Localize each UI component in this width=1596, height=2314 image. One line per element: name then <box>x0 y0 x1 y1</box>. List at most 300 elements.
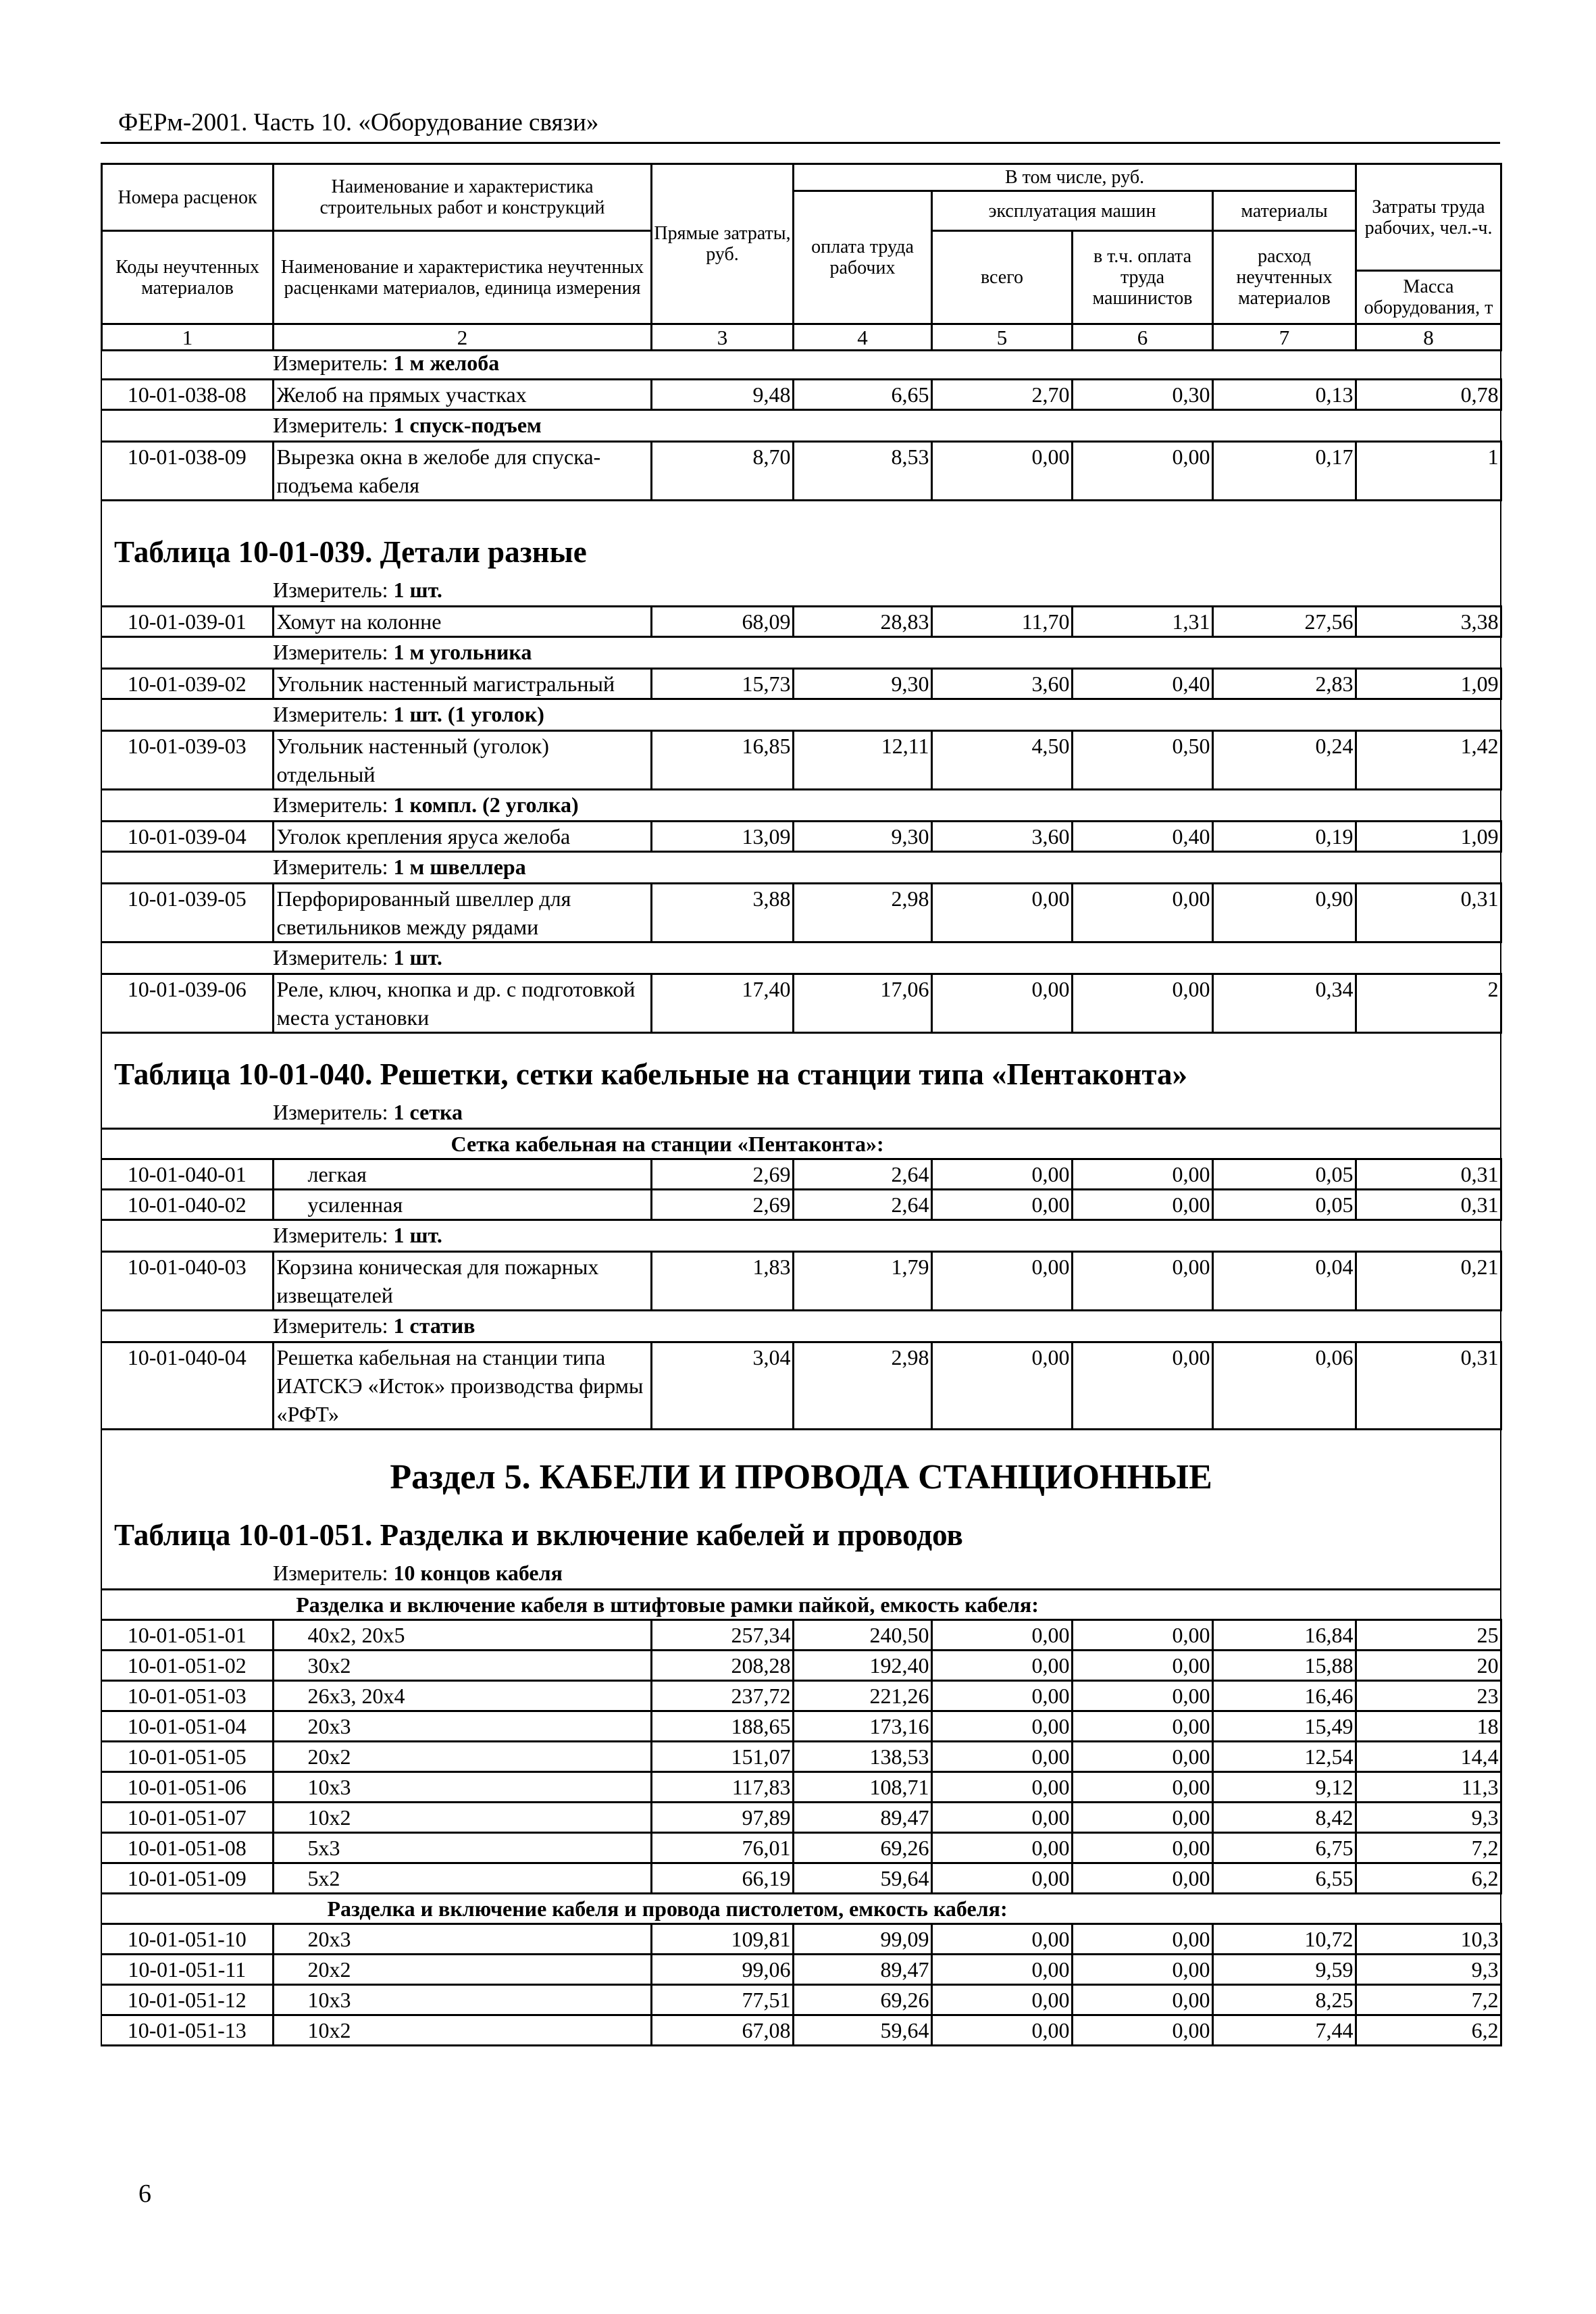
measure-row <box>101 1311 1501 1342</box>
labor-pay: 138,53 <box>793 1742 931 1772</box>
machines-total: 0,00 <box>931 1190 1072 1220</box>
measure-unit <box>273 790 1501 822</box>
work-name: 26x3, 20x4 <box>273 1681 651 1711</box>
labor-cost: 7,2 <box>1356 1985 1501 2015</box>
table-row <box>101 974 1501 1033</box>
work-name: Вырезка окна в желобе для спуска-подъема кабеля <box>273 442 651 501</box>
header-labor-pay: оплата труда рабочих <box>794 191 932 324</box>
table-row <box>101 607 1501 637</box>
materials: 0,19 <box>1212 822 1356 852</box>
measure-value: 10 концов кабеля <box>393 1561 563 1585</box>
direct-costs: 151,07 <box>651 1742 793 1772</box>
table-row <box>101 1955 1501 1985</box>
labor-pay: 99,09 <box>793 1924 931 1955</box>
measure-row <box>101 1559 1501 1590</box>
materials: 0,24 <box>1212 731 1356 790</box>
machines-labor: 0,00 <box>1072 1190 1212 1220</box>
materials: 10,72 <box>1212 1924 1356 1955</box>
labor-pay: 2,98 <box>793 1342 931 1430</box>
work-name: 10x3 <box>273 1772 651 1803</box>
title-row <box>101 1505 1501 1559</box>
measure-unit <box>273 852 1501 884</box>
header-machines: эксплуатация машин <box>932 191 1213 231</box>
work-name: Хомут на колонне <box>273 607 651 637</box>
measure-spacer <box>101 576 273 607</box>
header-rate-numbers: Номера расценок <box>102 164 274 231</box>
work-name: Корзина коническая для пожарных извещателей <box>273 1252 651 1311</box>
header-machines-total: всего <box>932 231 1073 324</box>
table-row <box>101 2015 1501 2046</box>
machines-labor: 0,00 <box>1072 1711 1212 1742</box>
machines-total: 0,00 <box>931 1711 1072 1742</box>
measure-value: 1 м желоба <box>393 351 500 375</box>
column-number: 2 <box>274 324 652 351</box>
measure-spacer <box>101 942 273 974</box>
machines-total: 0,00 <box>931 2015 1072 2046</box>
measure-label: Измеритель: <box>273 702 394 726</box>
materials: 8,42 <box>1212 1803 1356 1833</box>
work-name: Перфорированный швеллер для светильников между рядами <box>273 884 651 942</box>
labor-pay: 89,47 <box>793 1803 931 1833</box>
measure-row <box>101 576 1501 607</box>
column-number: 6 <box>1073 324 1213 351</box>
materials: 0,05 <box>1212 1159 1356 1190</box>
work-name: 20x2 <box>273 1955 651 1985</box>
measure-row <box>101 1220 1501 1252</box>
rate-code: 10-01-040-04 <box>101 1342 273 1430</box>
rate-code: 10-01-051-04 <box>101 1711 273 1742</box>
table-row <box>101 1985 1501 2015</box>
materials: 16,46 <box>1212 1681 1356 1711</box>
measure-value: 1 компл. (2 уголка) <box>393 793 579 817</box>
table-row <box>101 1711 1501 1742</box>
direct-costs: 1,83 <box>651 1252 793 1311</box>
machines-labor: 0,00 <box>1072 1159 1212 1190</box>
materials: 2,83 <box>1212 669 1356 699</box>
rate-code: 10-01-051-05 <box>101 1742 273 1772</box>
rate-code: 10-01-040-03 <box>101 1252 273 1311</box>
measure-value: 1 шт. <box>393 1223 442 1247</box>
machines-labor: 0,40 <box>1072 822 1212 852</box>
rate-code: 10-01-051-08 <box>101 1833 273 1863</box>
work-name: 10x3 <box>273 1985 651 2015</box>
measure-spacer <box>101 699 273 731</box>
measure-row <box>101 852 1501 884</box>
table-row <box>101 1833 1501 1863</box>
materials: 0,04 <box>1212 1252 1356 1311</box>
direct-costs: 208,28 <box>651 1651 793 1681</box>
measure-label: Измеритель: <box>273 413 394 437</box>
column-number: 4 <box>794 324 932 351</box>
measure-label: Измеритель: <box>273 945 394 970</box>
table-row <box>101 1620 1501 1651</box>
materials: 7,44 <box>1212 2015 1356 2046</box>
work-name: 20x3 <box>273 1711 651 1742</box>
materials: 27,56 <box>1212 607 1356 637</box>
measure-unit <box>273 699 1501 731</box>
machines-total: 2,70 <box>931 380 1072 410</box>
machines-total: 3,60 <box>931 822 1072 852</box>
sub-row <box>101 1590 1501 1620</box>
machines-labor: 0,00 <box>1072 1742 1212 1772</box>
table-row <box>101 1924 1501 1955</box>
rate-code: 10-01-051-03 <box>101 1681 273 1711</box>
header-mass: Масса оборудования, т <box>1356 271 1501 324</box>
machines-total: 0,00 <box>931 1985 1072 2015</box>
machines-labor: 1,31 <box>1072 607 1212 637</box>
section-row <box>101 1430 1501 1505</box>
labor-cost: 0,31 <box>1356 1190 1501 1220</box>
header-work-name: Наименование и характеристика строительных работ и конструкций <box>274 164 652 231</box>
measure-unit <box>273 349 1501 380</box>
direct-costs: 188,65 <box>651 1711 793 1742</box>
direct-costs: 3,88 <box>651 884 793 942</box>
direct-costs: 68,09 <box>651 607 793 637</box>
labor-pay: 28,83 <box>793 607 931 637</box>
machines-total: 3,60 <box>931 669 1072 699</box>
measure-unit <box>273 1559 1501 1590</box>
table-row <box>101 1342 1501 1430</box>
measure-label: Измеритель: <box>273 793 394 817</box>
table-row <box>101 669 1501 699</box>
machines-labor: 0,00 <box>1072 884 1212 942</box>
materials: 16,84 <box>1212 1620 1356 1651</box>
measure-value: 1 шт. (1 уголок) <box>393 702 544 726</box>
labor-cost: 3,38 <box>1356 607 1501 637</box>
rate-code: 10-01-040-01 <box>101 1159 273 1190</box>
labor-pay: 9,30 <box>793 669 931 699</box>
measure-spacer <box>101 1311 273 1342</box>
materials: 6,75 <box>1212 1833 1356 1863</box>
table-row <box>101 442 1501 501</box>
rates-table <box>101 349 1502 2046</box>
machines-labor: 0,00 <box>1072 442 1212 501</box>
direct-costs: 8,70 <box>651 442 793 501</box>
section-heading: Раздел 5. КАБЕЛИ И ПРОВОДА СТАНЦИОННЫЕ <box>390 1458 1212 1496</box>
measure-label: Измеритель: <box>273 855 394 879</box>
rate-code: 10-01-038-08 <box>101 380 273 410</box>
labor-pay: 69,26 <box>793 1985 931 2015</box>
rate-code: 10-01-039-03 <box>101 731 273 790</box>
header-material-codes: Коды неучтенных материалов <box>102 231 274 324</box>
machines-total: 0,00 <box>931 1742 1072 1772</box>
labor-cost: 6,2 <box>1356 2015 1501 2046</box>
work-name: Уголок крепления яруса желоба <box>273 822 651 852</box>
column-number: 3 <box>652 324 794 351</box>
column-number: 5 <box>932 324 1073 351</box>
labor-cost: 25 <box>1356 1620 1501 1651</box>
measure-row <box>101 410 1501 442</box>
measure-label: Измеритель: <box>273 1313 394 1338</box>
work-name: 5x3 <box>273 1833 651 1863</box>
measure-unit <box>273 576 1501 607</box>
machines-labor: 0,50 <box>1072 731 1212 790</box>
machines-labor: 0,00 <box>1072 1651 1212 1681</box>
measure-value: 1 м угольника <box>393 640 532 664</box>
machines-labor: 0,00 <box>1072 1985 1212 2015</box>
direct-costs: 3,04 <box>651 1342 793 1430</box>
materials: 15,88 <box>1212 1651 1356 1681</box>
labor-pay: 69,26 <box>793 1833 931 1863</box>
header-direct-costs: Прямые затраты, руб. <box>652 164 794 324</box>
direct-costs: 76,01 <box>651 1833 793 1863</box>
materials: 9,12 <box>1212 1772 1356 1803</box>
header-material-name: Наименование и характеристика неучтенных расценками материалов, единица измерения <box>274 231 652 324</box>
work-name: 20x2 <box>273 1742 651 1772</box>
work-name: 10x2 <box>273 2015 651 2046</box>
table-row <box>101 1159 1501 1190</box>
work-name: Желоб на прямых участках <box>273 380 651 410</box>
measure-spacer <box>101 852 273 884</box>
labor-cost: 20 <box>1356 1651 1501 1681</box>
measure-row <box>101 942 1501 974</box>
header-materials-unaccounted: расход неучтенных материалов <box>1213 231 1356 324</box>
labor-cost: 9,3 <box>1356 1803 1501 1833</box>
work-name: усиленная <box>273 1190 651 1220</box>
measure-value: 1 сетка <box>393 1100 463 1124</box>
rate-code: 10-01-051-13 <box>101 2015 273 2046</box>
labor-pay: 12,11 <box>793 731 931 790</box>
rate-code: 10-01-038-09 <box>101 442 273 501</box>
labor-pay: 17,06 <box>793 974 931 1033</box>
machines-labor: 0,00 <box>1072 1863 1212 1894</box>
header-including: В том числе, руб. <box>794 164 1356 191</box>
page-number: 6 <box>138 2180 151 2208</box>
work-name: 5x2 <box>273 1863 651 1894</box>
direct-costs: 77,51 <box>651 1985 793 2015</box>
title-row <box>101 1033 1501 1099</box>
labor-cost: 0,21 <box>1356 1252 1501 1311</box>
column-number: 8 <box>1356 324 1501 351</box>
table-header <box>101 163 1502 351</box>
labor-cost: 11,3 <box>1356 1772 1501 1803</box>
materials: 6,55 <box>1212 1863 1356 1894</box>
measure-unit <box>273 1311 1501 1342</box>
labor-pay: 240,50 <box>793 1620 931 1651</box>
measure-value: 1 м швеллера <box>393 855 526 879</box>
machines-labor: 0,00 <box>1072 1620 1212 1651</box>
measure-spacer <box>101 410 273 442</box>
header-materials: материалы <box>1213 191 1356 231</box>
labor-cost: 0,78 <box>1356 380 1501 410</box>
work-name: 30x2 <box>273 1651 651 1681</box>
measure-row <box>101 637 1501 669</box>
labor-cost: 1,09 <box>1356 822 1501 852</box>
column-number: 1 <box>102 324 274 351</box>
labor-pay: 221,26 <box>793 1681 931 1711</box>
work-name: Угольник настенный магистральный <box>273 669 651 699</box>
machines-total: 0,00 <box>931 442 1072 501</box>
materials: 8,25 <box>1212 1985 1356 2015</box>
table-row <box>101 1252 1501 1311</box>
labor-cost: 23 <box>1356 1681 1501 1711</box>
sub-row <box>101 1894 1501 1924</box>
materials: 0,34 <box>1212 974 1356 1033</box>
labor-pay: 89,47 <box>793 1955 931 1985</box>
labor-pay: 192,40 <box>793 1651 931 1681</box>
labor-cost: 14,4 <box>1356 1742 1501 1772</box>
table-row <box>101 1772 1501 1803</box>
rate-code: 10-01-051-09 <box>101 1863 273 1894</box>
rate-code: 10-01-039-06 <box>101 974 273 1033</box>
title-row <box>101 501 1501 576</box>
direct-costs: 2,69 <box>651 1190 793 1220</box>
machines-total: 0,00 <box>931 1863 1072 1894</box>
header-rule <box>101 142 1500 144</box>
direct-costs: 66,19 <box>651 1863 793 1894</box>
header-machines-labor: в т.ч. оплата труда машинистов <box>1073 231 1213 324</box>
table-row <box>101 822 1501 852</box>
direct-costs: 13,09 <box>651 822 793 852</box>
table-row <box>101 884 1501 942</box>
labor-cost: 1 <box>1356 442 1501 501</box>
rate-code: 10-01-051-11 <box>101 1955 273 1985</box>
direct-costs: 9,48 <box>651 380 793 410</box>
labor-cost: 0,31 <box>1356 1159 1501 1190</box>
machines-total: 0,00 <box>931 1772 1072 1803</box>
table-row <box>101 731 1501 790</box>
machines-total: 0,00 <box>931 1924 1072 1955</box>
machines-total: 0,00 <box>931 1955 1072 1985</box>
measure-spacer <box>101 1098 273 1129</box>
materials: 12,54 <box>1212 1742 1356 1772</box>
labor-cost: 1,09 <box>1356 669 1501 699</box>
work-name: Угольник настенный (уголок) отдельный <box>273 731 651 790</box>
machines-labor: 0,30 <box>1072 380 1212 410</box>
labor-pay: 1,79 <box>793 1252 931 1311</box>
measure-row <box>101 1098 1501 1129</box>
rate-code: 10-01-039-04 <box>101 822 273 852</box>
machines-total: 0,00 <box>931 1620 1072 1651</box>
table-title: Таблица 10-01-051. Разделка и включение кабелей и проводов <box>114 1518 963 1552</box>
materials: 0,05 <box>1212 1190 1356 1220</box>
labor-cost: 1,42 <box>1356 731 1501 790</box>
machines-total: 0,00 <box>931 1159 1072 1190</box>
materials: 0,06 <box>1212 1342 1356 1430</box>
labor-pay: 59,64 <box>793 1863 931 1894</box>
rate-code: 10-01-051-10 <box>101 1924 273 1955</box>
measure-value: 1 шт. <box>393 945 442 970</box>
machines-labor: 0,00 <box>1072 1803 1212 1833</box>
direct-costs: 257,34 <box>651 1620 793 1651</box>
measure-unit <box>273 942 1501 974</box>
labor-cost: 0,31 <box>1356 1342 1501 1430</box>
table-row <box>101 1681 1501 1711</box>
labor-pay: 9,30 <box>793 822 931 852</box>
machines-labor: 0,00 <box>1072 2015 1212 2046</box>
machines-labor: 0,00 <box>1072 1252 1212 1311</box>
machines-total: 0,00 <box>931 1342 1072 1430</box>
work-name: 10x2 <box>273 1803 651 1833</box>
labor-cost: 2 <box>1356 974 1501 1033</box>
table-row <box>101 1863 1501 1894</box>
measure-label: Измеритель: <box>273 640 394 664</box>
measure-unit <box>273 1098 1501 1129</box>
direct-costs: 109,81 <box>651 1924 793 1955</box>
labor-cost: 10,3 <box>1356 1924 1501 1955</box>
measure-unit <box>273 1220 1501 1252</box>
machines-total: 0,00 <box>931 1681 1072 1711</box>
work-name: легкая <box>273 1159 651 1190</box>
work-name: Решетка кабельная на станции типа ИАТСКЭ «Исток» производства фирмы «РФТ» <box>273 1342 651 1430</box>
sub-row <box>101 1129 1501 1159</box>
machines-total: 0,00 <box>931 1803 1072 1833</box>
labor-cost: 0,31 <box>1356 884 1501 942</box>
machines-total: 0,00 <box>931 974 1072 1033</box>
rate-code: 10-01-051-06 <box>101 1772 273 1803</box>
table-row <box>101 1742 1501 1772</box>
labor-pay: 2,98 <box>793 884 931 942</box>
measure-label: Измеритель: <box>273 1223 394 1247</box>
direct-costs: 237,72 <box>651 1681 793 1711</box>
direct-costs: 117,83 <box>651 1772 793 1803</box>
measure-value: 1 шт. <box>393 578 442 602</box>
labor-pay: 173,16 <box>793 1711 931 1742</box>
materials: 0,90 <box>1212 884 1356 942</box>
direct-costs: 17,40 <box>651 974 793 1033</box>
table-row <box>101 1190 1501 1220</box>
rate-code: 10-01-051-07 <box>101 1803 273 1833</box>
machines-labor: 0,00 <box>1072 1955 1212 1985</box>
labor-cost: 6,2 <box>1356 1863 1501 1894</box>
labor-cost: 7,2 <box>1356 1833 1501 1863</box>
machines-total: 0,00 <box>931 884 1072 942</box>
rate-code: 10-01-051-01 <box>101 1620 273 1651</box>
labor-cost: 9,3 <box>1356 1955 1501 1985</box>
machines-total: 0,00 <box>931 1833 1072 1863</box>
direct-costs: 67,08 <box>651 2015 793 2046</box>
rate-code: 10-01-040-02 <box>101 1190 273 1220</box>
machines-labor: 0,00 <box>1072 1833 1212 1863</box>
subheading: Разделка и включение кабеля и провода пистолетом, емкость кабеля: <box>101 1894 1501 1924</box>
measure-spacer <box>101 349 273 380</box>
direct-costs: 97,89 <box>651 1803 793 1833</box>
measure-unit <box>273 637 1501 669</box>
labor-pay: 108,71 <box>793 1772 931 1803</box>
work-name: Реле, ключ, кнопка и др. с подготовкой места установки <box>273 974 651 1033</box>
labor-pay: 6,65 <box>793 380 931 410</box>
measure-row <box>101 790 1501 822</box>
labor-pay: 2,64 <box>793 1159 931 1190</box>
header-labor-cost: Затраты труда рабочих, чел.-ч. <box>1356 164 1501 271</box>
rate-code: 10-01-039-02 <box>101 669 273 699</box>
machines-labor: 0,00 <box>1072 1924 1212 1955</box>
machines-labor: 0,40 <box>1072 669 1212 699</box>
rate-code: 10-01-039-05 <box>101 884 273 942</box>
materials: 0,17 <box>1212 442 1356 501</box>
work-name: 20x3 <box>273 1924 651 1955</box>
machines-total: 0,00 <box>931 1651 1072 1681</box>
rate-code: 10-01-051-02 <box>101 1651 273 1681</box>
labor-cost: 18 <box>1356 1711 1501 1742</box>
labor-pay: 8,53 <box>793 442 931 501</box>
measure-spacer <box>101 1559 273 1590</box>
work-name: 40x2, 20x5 <box>273 1620 651 1651</box>
machines-total: 4,50 <box>931 731 1072 790</box>
rate-code: 10-01-051-12 <box>101 1985 273 2015</box>
labor-pay: 2,64 <box>793 1190 931 1220</box>
machines-total: 11,70 <box>931 607 1072 637</box>
measure-row <box>101 349 1501 380</box>
subheading: Разделка и включение кабеля в штифтовые рамки пайкой, емкость кабеля: <box>101 1590 1501 1620</box>
machines-labor: 0,00 <box>1072 1772 1212 1803</box>
materials: 9,59 <box>1212 1955 1356 1985</box>
column-number: 7 <box>1213 324 1356 351</box>
table-row <box>101 1803 1501 1833</box>
direct-costs: 99,06 <box>651 1955 793 1985</box>
machines-labor: 0,00 <box>1072 1681 1212 1711</box>
machines-labor: 0,00 <box>1072 1342 1212 1430</box>
